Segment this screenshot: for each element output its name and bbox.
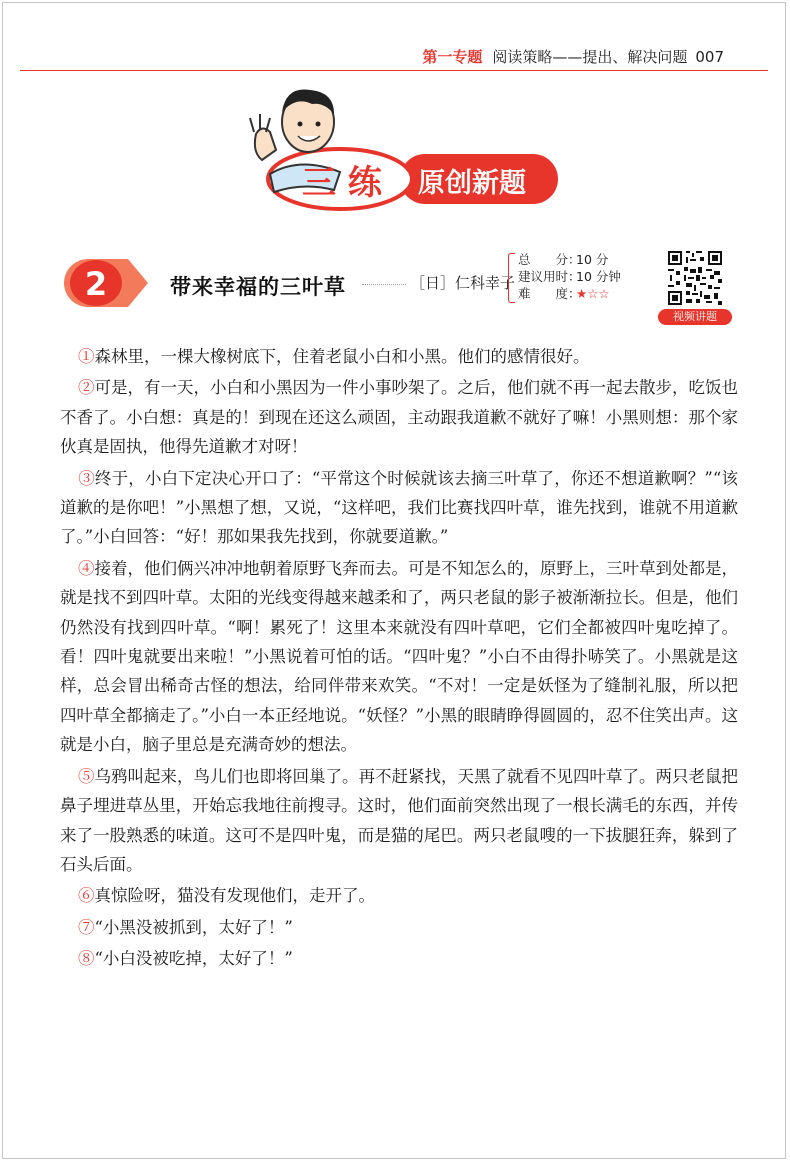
story-title: 带来幸福的三叶草 — [170, 275, 346, 299]
paragraph-number: ① — [78, 347, 95, 366]
paragraph-text: 可是，有一天，小白和小黑因为一件小事吵架了。之后，他们就不再一起去散步，吃饭也不香了。小白想：真是的！到现在还这么顽固，主动跟我道歉不就好了嘛！小黑则想：那个家伙真是固执，他得先道歉才对呀！ — [60, 378, 738, 457]
question-info — [518, 251, 638, 302]
paragraph-text: “小黑没被抓到，太好了！” — [94, 917, 293, 937]
story-number: 2 — [84, 265, 108, 303]
paragraph-text: 终于，小白下定决心开口了：“平常这个时候就该去摘三叶草了，你还不想道歉啊？”“该道歉的是你吧！”小黑想了想，又说，“这样吧，我们比赛找四叶草，谁先找到，谁就不用道歉了。”小白回答：“好！那如果我先找到，你就要道歉。” — [60, 468, 738, 547]
paragraph-7 — [60, 913, 738, 942]
paragraph-text: 接着，他们俩兴冲冲地朝着原野飞奔而去。可是不知怎么的，原野上，三叶草到处都是，就是找不到四叶草。太阳的光线变得越来越柔和了，两只老鼠的影子被渐渐拉长。但是，他们仍然没有找到四叶草。“啊！累死了！这里本来就没有四叶草吧，它们全都被四叶鬼吃掉了。看！四叶鬼就要出来啦！”小黑说着可怕的话。“四叶鬼？”小白不由得扑哧笑了。小黑就是这样，总会冒出稀奇古怪的想法，给同伴带来欢笑。“不对！一定是妖怪为了缝制礼服，所以把四叶草全都摘走了。”小白一本正经地说。“妖怪？”小黑的眼睛睁得圆圆的，忍不住笑出声。这就是小白，脑子里总是充满奇妙的想法。 — [60, 558, 738, 755]
paragraph-3 — [60, 464, 738, 552]
page-number: 007 — [695, 48, 724, 66]
paragraph-5 — [60, 762, 738, 880]
score-label: 总 分： — [518, 252, 581, 267]
score-value: 10 分 — [576, 252, 609, 267]
time-value: 10 分钟 — [576, 269, 621, 284]
header-title: 阅读策略——提出、解决问题 — [492, 48, 688, 66]
header-section: 第一专题 — [422, 48, 483, 66]
page-header — [422, 46, 724, 67]
time-label: 建议用时： — [518, 269, 581, 284]
paragraph-number: ② — [78, 378, 95, 398]
banner-label: 原创新题 — [418, 168, 526, 199]
cartoon-boy-icon — [222, 82, 562, 222]
info-bracket — [508, 253, 515, 303]
paragraph-text: 真惊险呀，猫没有发现他们，走开了。 — [94, 886, 375, 906]
number-badge — [58, 257, 150, 309]
story-author: ［日］仁科幸子 — [410, 274, 516, 292]
title-leader-dots — [362, 284, 406, 285]
video-explain-label[interactable]: 视频讲题 — [658, 309, 732, 325]
paragraph-6 — [60, 881, 738, 910]
paragraph-1 — [60, 342, 738, 371]
paragraph-8 — [60, 944, 738, 973]
difficulty-label: 难 度： — [518, 286, 581, 301]
paragraph-2 — [60, 373, 738, 461]
paragraph-number: ④ — [78, 558, 95, 578]
paragraph-text: 乌鸦叫起来，鸟儿们也即将回巢了。再不赶紧找，天黑了就看不见四叶草了。两只老鼠把鼻子埋进草丛里，开始忘我地往前搜寻。这时，他们面前突然出现了一根长满毛的东西，并传来了一股熟悉的味道。这可不是四叶鬼，而是猫的尾巴。两只老鼠嗖的一下拔腿狂奔，躲到了石头后面。 — [60, 766, 738, 874]
qr-code-icon[interactable] — [666, 249, 724, 307]
paragraph-4 — [60, 554, 738, 760]
paragraph-number: ⑤ — [78, 766, 95, 786]
difficulty-stars: ★☆☆ — [576, 286, 610, 301]
section-banner — [222, 82, 562, 222]
paragraph-number: ③ — [78, 468, 95, 488]
story-header — [58, 252, 738, 325]
story-body — [60, 342, 738, 974]
banner-prefix: 三 练 — [302, 163, 382, 203]
paragraph-text: 森林里，一棵大橡树底下，住着老鼠小白和小黑。他们的感情很好。 — [94, 347, 590, 366]
header-rule — [20, 70, 768, 71]
paragraph-text: “小白没被吃掉，太好了！” — [94, 949, 293, 969]
paragraph-number: ⑥ — [78, 886, 95, 906]
paragraph-number: ⑦ — [78, 917, 95, 937]
paragraph-number: ⑧ — [78, 949, 95, 969]
